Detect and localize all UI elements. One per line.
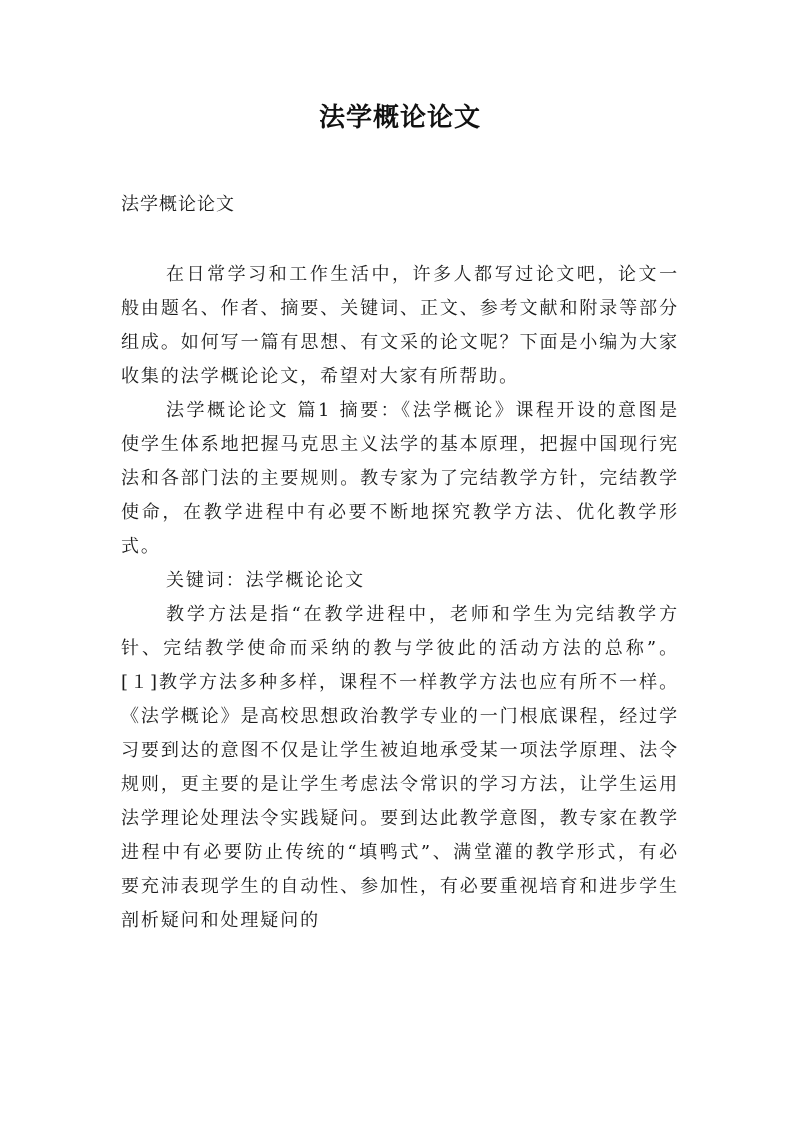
document-title: 法学概论论文 — [318, 103, 481, 133]
body-paragraph: 教学方法是指“在教学进程中，老师和学生为完结教学方针、完结教学使命而采纳的教与学彼此的活动方法的总称”。[１]教学方法多种多样，课程不一样教学方法也应有所不一样。《法学概论》是高校思想政治教学专业的一门根底课程，经过学习要到达的意图不仅是让学生被迫地承受某一项法学原理、法令规则，更主要的是让学生考虑法令常识的学习方法，让学生运用法学理论处理法令实践疑问。要到达此教学意图，教专家在教学进程中有必要防止传统的“填鸭式”、满堂灌的教学形式，有必要充沛表现学生的自动性、参加性，有必要重视培育和进步学生剖析疑问和处理疑问的 — [121, 604, 679, 931]
abstract-paragraph: 法学概论论文 篇1 摘要：《法学概论》课程开设的意图是使学生体系地把握马克思主义法学的基本原理，把握中国现行宪法和各部门法的主要规则。教专家为了完结教学方针，完结教学使命，在教学进程中有必要不断地探究教学方法、优化教学形式。 — [121, 400, 679, 557]
document-subtitle: 法学概论论文 — [121, 194, 235, 215]
document-body — [121, 258, 679, 938]
intro-paragraph: 在日常学习和工作生活中，许多人都写过论文吧，论文一般由题名、作者、摘要、关键词、正文、参考文献和附录等部分组成。如何写一篇有思想、有文采的论文呢？下面是小编为大家收集的法学概论论文，希望对大家有所帮助。 — [121, 264, 679, 387]
keywords-paragraph: 关键词：法学概论论文 — [166, 570, 365, 591]
